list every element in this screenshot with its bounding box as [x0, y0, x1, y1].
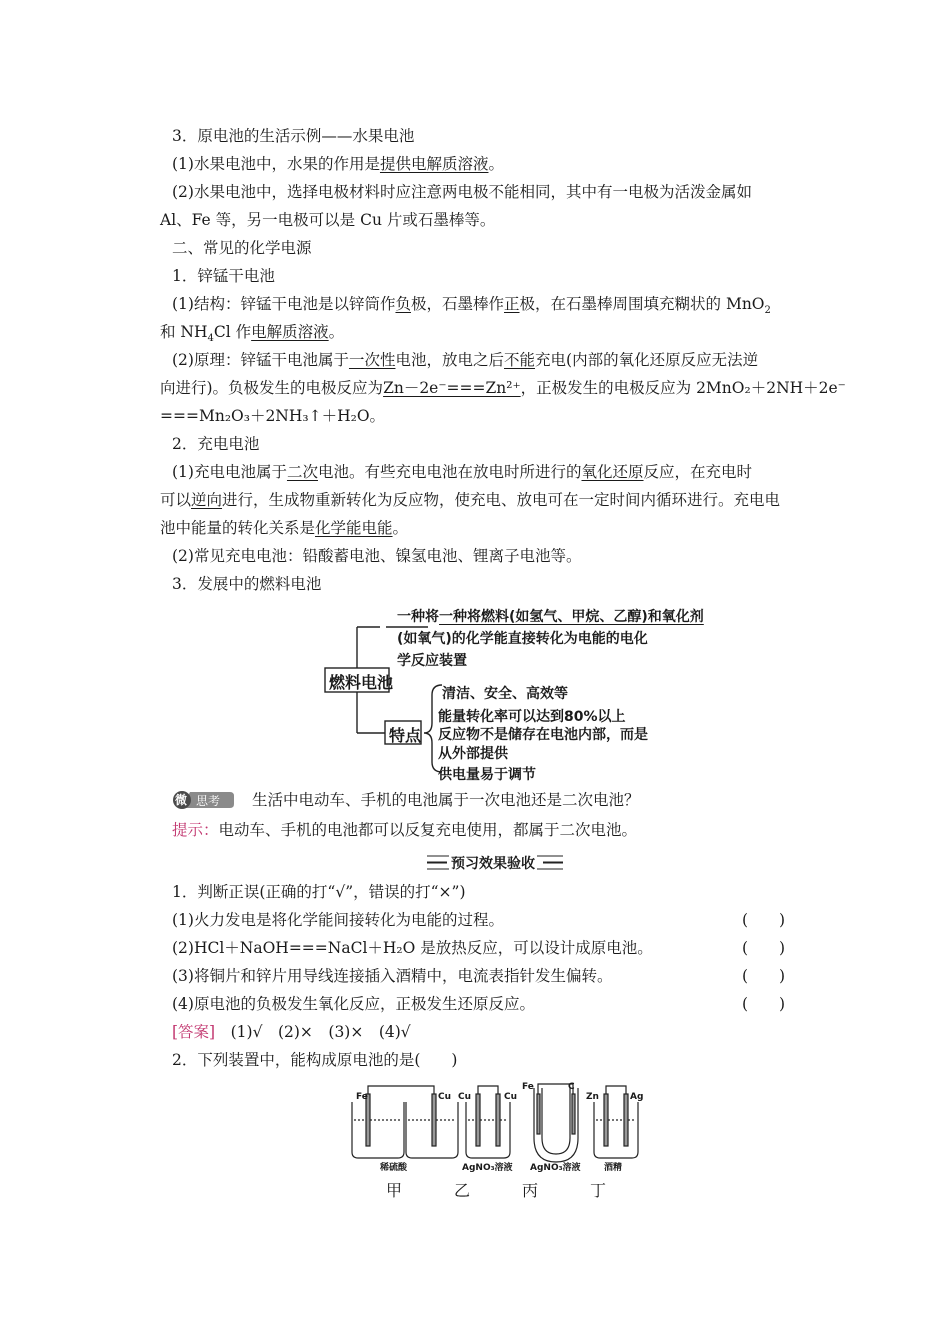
- answer-blank: ( ): [742, 911, 786, 929]
- think-badge-text: 思考: [196, 794, 221, 808]
- diagram-definition-line: (如氧气)的化学能直接转化为电能的电化: [397, 631, 648, 647]
- quiz-item: (2)HCl＋NaOH===NaCl＋H₂O 是放热反应，可以设计成原电池。: [172, 939, 653, 957]
- solution-label: 酒精: [604, 1163, 623, 1173]
- diagram-branch-features: 特点: [389, 726, 422, 745]
- paragraph: (2)常见充电电池：铅酸蓄电池、镍氢电池、锂离子电池等。: [172, 547, 582, 565]
- apparatus-figure: [340, 1080, 660, 1200]
- think-question: 生活中电动车、手机的电池属于一次电池还是二次电池？: [252, 791, 640, 809]
- electrode-label: Cu: [438, 1092, 452, 1102]
- answer-blank: ( ): [742, 939, 786, 957]
- electrode-label: Ag: [630, 1092, 644, 1102]
- quiz-question-2: 2．下列装置中，能构成原电池的是( ): [172, 1051, 458, 1069]
- think-hint: 提示：电动车、手机的电池都可以反复充电使用，都属于二次电池。: [172, 821, 638, 839]
- figure-label-bing: 丙: [522, 1181, 539, 1200]
- diagram-root-fuel-cell: 燃料电池: [329, 673, 394, 692]
- electrode-label: Cu: [458, 1092, 472, 1102]
- section-title: 2．充电电池: [172, 435, 260, 453]
- quiz-answer: [答案] (1)√ (2)× (3)× (4)√: [172, 1023, 411, 1041]
- figure-label-yi: 乙: [454, 1181, 471, 1200]
- paragraph: (1)结构：锌锰干电池是以锌筒作负极，石墨棒作正极，在石墨棒周围填充糊状的 MnO$_2$: [172, 295, 771, 317]
- paragraph: 和 $NH_4Cl$ 作电解质溶液。: [160, 323, 345, 345]
- solution-label: AgNO₃溶液: [462, 1163, 513, 1173]
- quiz-item: (1)火力发电是将化学能间接转化为电能的过程。: [172, 911, 504, 929]
- diagram-feature-item: 供电量易于调节: [438, 767, 536, 783]
- section-header-title: 预习效果验收: [449, 853, 537, 873]
- electrode-label: C: [568, 1082, 575, 1092]
- paragraph: ===Mn₂O₃＋2NH₃↑＋H₂O。: [160, 407, 386, 425]
- diagram-feature-item: 反应物不是储存在电池内部，而是: [438, 727, 648, 743]
- answer-blank: ( ): [742, 967, 786, 985]
- section-title: 3．发展中的燃料电池: [172, 575, 322, 593]
- paragraph: (1)水果电池中，水果的作用是提供电解质溶液。: [172, 155, 504, 173]
- paragraph: 可以逆向进行，生成物重新转化为反应物，使充电、放电可在一定时间内循环进行。充电电: [160, 491, 781, 509]
- quiz-item: (3)将铜片和锌片用导线连接插入酒精中，电流表指针发生偏转。: [172, 967, 613, 985]
- section-title-fruit-battery: 3．原电池的生活示例——水果电池: [172, 127, 415, 145]
- fuel-cell-diagram: [320, 600, 704, 785]
- paragraph: (1)充电电池属于二次电池。有些充电电池在放电时所进行的氧化还原反应，在充电时: [172, 463, 753, 481]
- diagram-feature-item: 能量转化率可以达到80%以上: [438, 709, 626, 725]
- think-badge: [172, 790, 236, 810]
- quiz-item: (4)原电池的负极发生氧化反应，正极发生还原反应。: [172, 995, 535, 1013]
- electrode-label: Fe: [356, 1092, 368, 1102]
- figure-label-jia: 甲: [386, 1181, 403, 1200]
- paragraph: Al、Fe 等，另一电极可以是 Cu 片或石墨棒等。: [160, 211, 496, 229]
- diagram-feature-item: 从外部提供: [438, 746, 508, 762]
- electrode-label: Cu: [504, 1092, 518, 1102]
- paragraph: 池中能量的转化关系是化学能电能。: [160, 519, 409, 537]
- figure-label-ding: 丁: [590, 1181, 607, 1200]
- paragraph: 向进行)。负极发生的电极反应为Zn－2e⁻===Zn²⁺，正极发生的电极反应为 2MnO₂＋2NH＋2e⁻: [160, 379, 846, 397]
- section-header-banner: [425, 852, 565, 872]
- quiz-question-1: 1．判断正误(正确的打“√”，错误的打“×”): [172, 883, 466, 901]
- answer-blank: ( ): [742, 995, 786, 1013]
- apparatus-drawing: [340, 1080, 660, 1172]
- electrode-label: Fe: [522, 1082, 534, 1092]
- paragraph: (2)水果电池中，选择电极材料时应注意两电极不能相同，其中有一电极为活泼金属如: [172, 183, 752, 201]
- electrode-label: Zn: [586, 1092, 599, 1102]
- diagram-feature-item: 清洁、安全、高效等: [442, 686, 568, 702]
- solution-label: AgNO₃溶液: [530, 1163, 581, 1173]
- diagram-definition-line: 学反应装置: [397, 653, 467, 669]
- think-badge-char: 微: [175, 793, 188, 807]
- diagram-definition-line: 一种将一种将燃料(如氢气、甲烷、乙醇)和氧化剂: [397, 609, 704, 625]
- solution-label: 稀硫酸: [380, 1163, 408, 1173]
- section-title: 1．锌锰干电池: [172, 267, 275, 285]
- section-heading: 二、常见的化学电源: [172, 239, 312, 257]
- paragraph: (2)原理：锌锰干电池属于一次性电池，放电之后不能充电(内部的氧化还原反应无法逆: [172, 351, 759, 369]
